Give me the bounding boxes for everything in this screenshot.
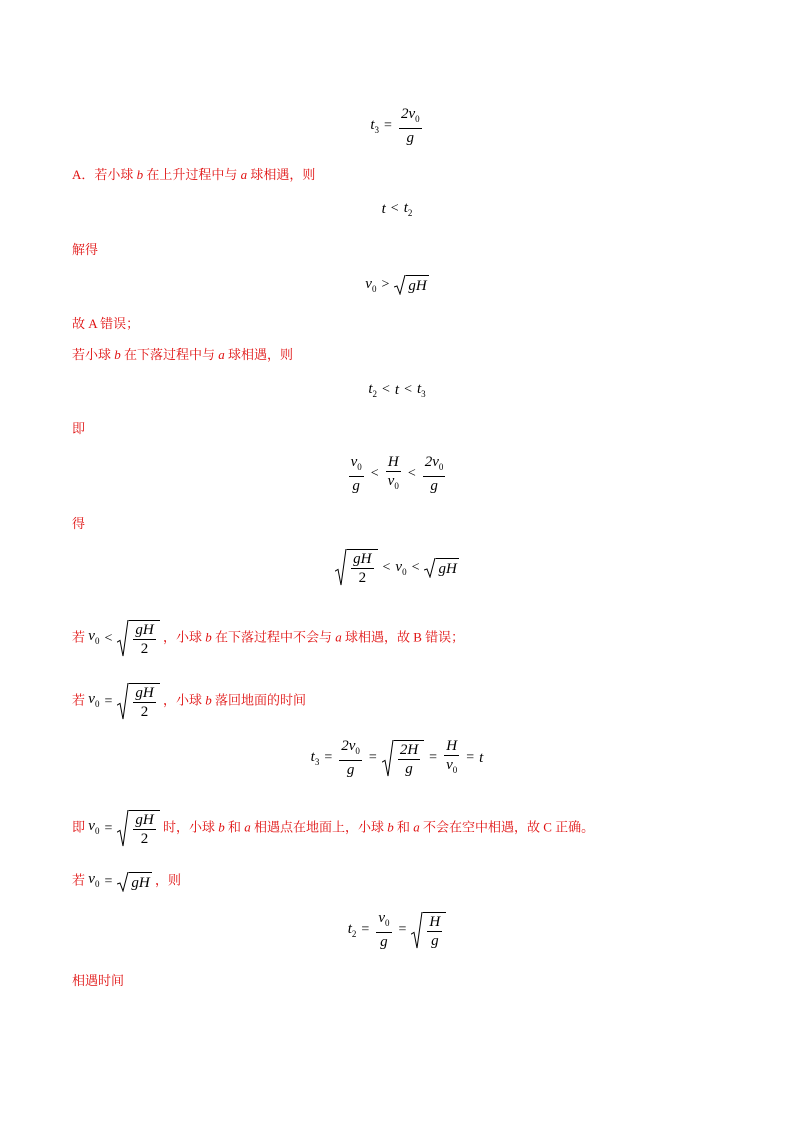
falling-meeting-statement: 若小球 b 在下落过程中与 a 球相遇，则 [72, 347, 294, 362]
option-a-statement: A．若小球 b 在上升过程中与 a 球相遇，则 [72, 167, 316, 182]
equation-time-inequality: $\frac{v_0}{g}$ < $\frac{H}{v_0}$ < $\frac{2v_0}{g}$ [350, 454, 444, 494]
option-d-setup: 若 $v_0$ = gH ，则 [72, 871, 181, 891]
sqrt-symbol [117, 810, 129, 847]
sqrt-symbol [424, 558, 436, 578]
sqrt-symbol [411, 912, 423, 949]
equation-t2-lt-t-lt-t3: $t_2$ < t < $t_3$ [368, 381, 426, 399]
option-a-conclusion: 故 A 错误； [72, 316, 140, 331]
solve-label: 解得 [72, 242, 99, 257]
equation-v0-range: $\frac{gH}{2}$ < $v_0$ < gH [0, 549, 794, 591]
option-c-setup: 若 $v_0$ = $\frac{gH}{2}$ ，小球 b 落回地面的时间 [72, 685, 306, 720]
equation-t-lt-t2: t < $t_2$ [381, 200, 413, 218]
option-b-statement: 若 $v_0$ < $\frac{gH}{2}$ ，小球 b 在下落过程中不会与 a 球相遇，故 B 错误； [72, 622, 465, 657]
equation-t3-equals-t: $t_3$ = $\frac{2v_0}{g}$ = $\frac{2H}{g}$ = $\frac{H}{v_0}$ = t [310, 738, 484, 778]
equation-t3: $t_3$ = $\frac{2v_0}{g}$ [370, 106, 420, 146]
obtain-label: 得 [72, 516, 86, 531]
ie-label: 即 [72, 421, 86, 436]
equation-v0-gt-sqrt-gh: $v_0$ > gH [365, 276, 427, 294]
option-c-conclusion: 即 $v_0$ = $\frac{gH}{2}$ 时，小球 b 和 a 相遇点在地面上，小球 b 和 a 不会在空中相遇，故 C 正确。 [72, 812, 595, 847]
sqrt-symbol [382, 740, 394, 777]
sqrt-symbol [394, 275, 406, 295]
sqrt-symbol [117, 620, 129, 657]
sqrt-symbol [335, 549, 347, 586]
sqrt-symbol [117, 872, 129, 892]
equation-t2: $t_2$ = $\frac{v_0}{g}$ = $\frac{H}{g}$ [0, 910, 794, 950]
meeting-time-label: 相遇时间 [72, 973, 125, 988]
sqrt-symbol [117, 683, 129, 720]
